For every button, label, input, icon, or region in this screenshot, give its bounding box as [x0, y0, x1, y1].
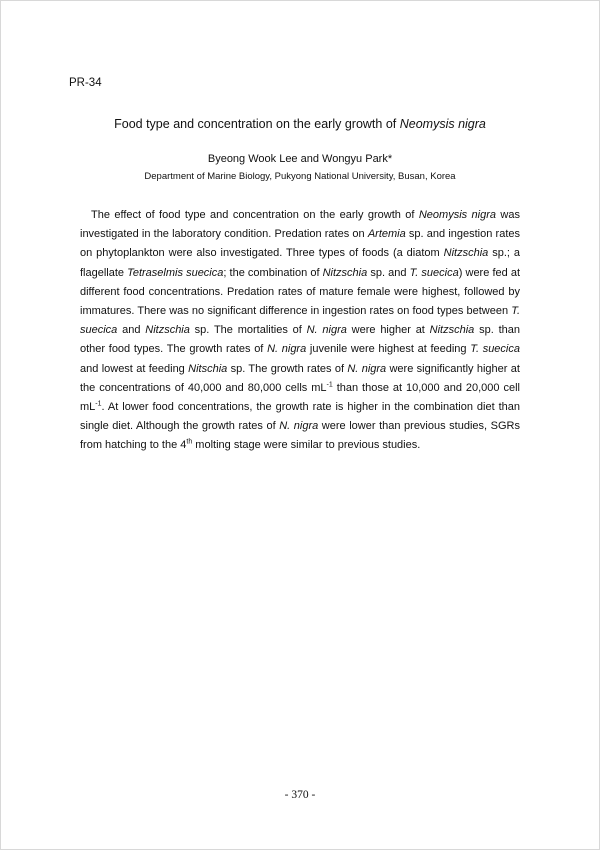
abstract-superscript: -1 [95, 400, 102, 408]
paper-title [0, 117, 600, 131]
abstract-italic-text: N. nigra [279, 420, 319, 433]
abstract-italic-text: N. nigra [306, 324, 347, 337]
abstract-italic-text: Nitzschia [322, 266, 368, 279]
abstract-italic-text: T. suecica [409, 266, 459, 279]
abstract-text: sp. The mortalities of [189, 324, 307, 337]
abstract-italic-text: Nitschia [188, 362, 228, 375]
abstract-text: sp. than other food types. The growth rates of [80, 324, 520, 356]
abstract-italic-text: Nitzschia [429, 324, 475, 337]
abstract [80, 206, 520, 456]
title-species: Neomysis nigra [399, 117, 486, 131]
abstract-text: juvenile were highest at feeding [306, 343, 471, 356]
abstract-superscript: th [186, 438, 193, 446]
abstract-text: sp.; a flagellate [80, 247, 521, 279]
abstract-text: was investigated in the laboratory condition. Predation rates on [80, 209, 520, 241]
abstract-italic-text: Nitzschia [443, 247, 489, 260]
abstract-italic-text: N. nigra [267, 343, 307, 356]
abstract-text: sp. and [367, 266, 410, 279]
abstract-text: and lowest at feeding [80, 362, 189, 375]
abstract-text: molting stage were similar to previous studies. [192, 439, 421, 452]
paper-code: PR-34 [69, 77, 102, 89]
abstract-text: were lower than previous studies, SGRs from hatching to the 4 [80, 420, 520, 452]
page-number: - 370 - [284, 789, 316, 801]
abstract-text: ; the combination of [223, 266, 323, 279]
abstract-text: and [117, 324, 146, 337]
abstract-italic-text: T. suecica [80, 305, 520, 337]
abstract-superscript: -1 [326, 381, 333, 389]
abstract-text: were significantly higher at the concentrations of 40,000 and 80,000 cells mL [80, 362, 520, 394]
abstract-italic-text: T. suecica [470, 343, 520, 356]
title-text: Food type and concentration on the early growth of [114, 117, 400, 131]
abstract-text: sp. The growth rates of [227, 362, 348, 375]
abstract-italic-text: Artemia [367, 228, 406, 241]
abstract-text: than those at 10,000 and 20,000 cell mL [80, 381, 520, 414]
abstract-italic-text: Neomysis nigra [418, 209, 497, 221]
abstract-paragraph [80, 206, 520, 456]
abstract-text: . At lower food concentrations, the growth rate is higher in the combination diet than single diet. Although the growth rates of [80, 401, 520, 433]
abstract-italic-text: Tetraselmis suecica [127, 266, 224, 279]
abstract-text: sp. and ingestion rates on phytoplankton were also investigated. Three types of foods (a diatom [80, 228, 520, 260]
abstract-text: The effect of food type and concentration on the early growth of [91, 209, 419, 221]
authors: Byeong Wook Lee and Wongyu Park* [207, 153, 393, 165]
abstract-italic-text: Nitzschia [145, 324, 190, 337]
abstract-italic-text: N. nigra [347, 362, 387, 375]
affiliation: Department of Marine Biology, Pukyong National University, Busan, Korea [144, 171, 456, 182]
abstract-text: were higher at [346, 324, 430, 337]
abstract-text: ) were fed at different food concentrations. Predation rates of mature female were highest, followed by immatures. There was no significant difference in ingestion rates on food types between [80, 266, 521, 318]
